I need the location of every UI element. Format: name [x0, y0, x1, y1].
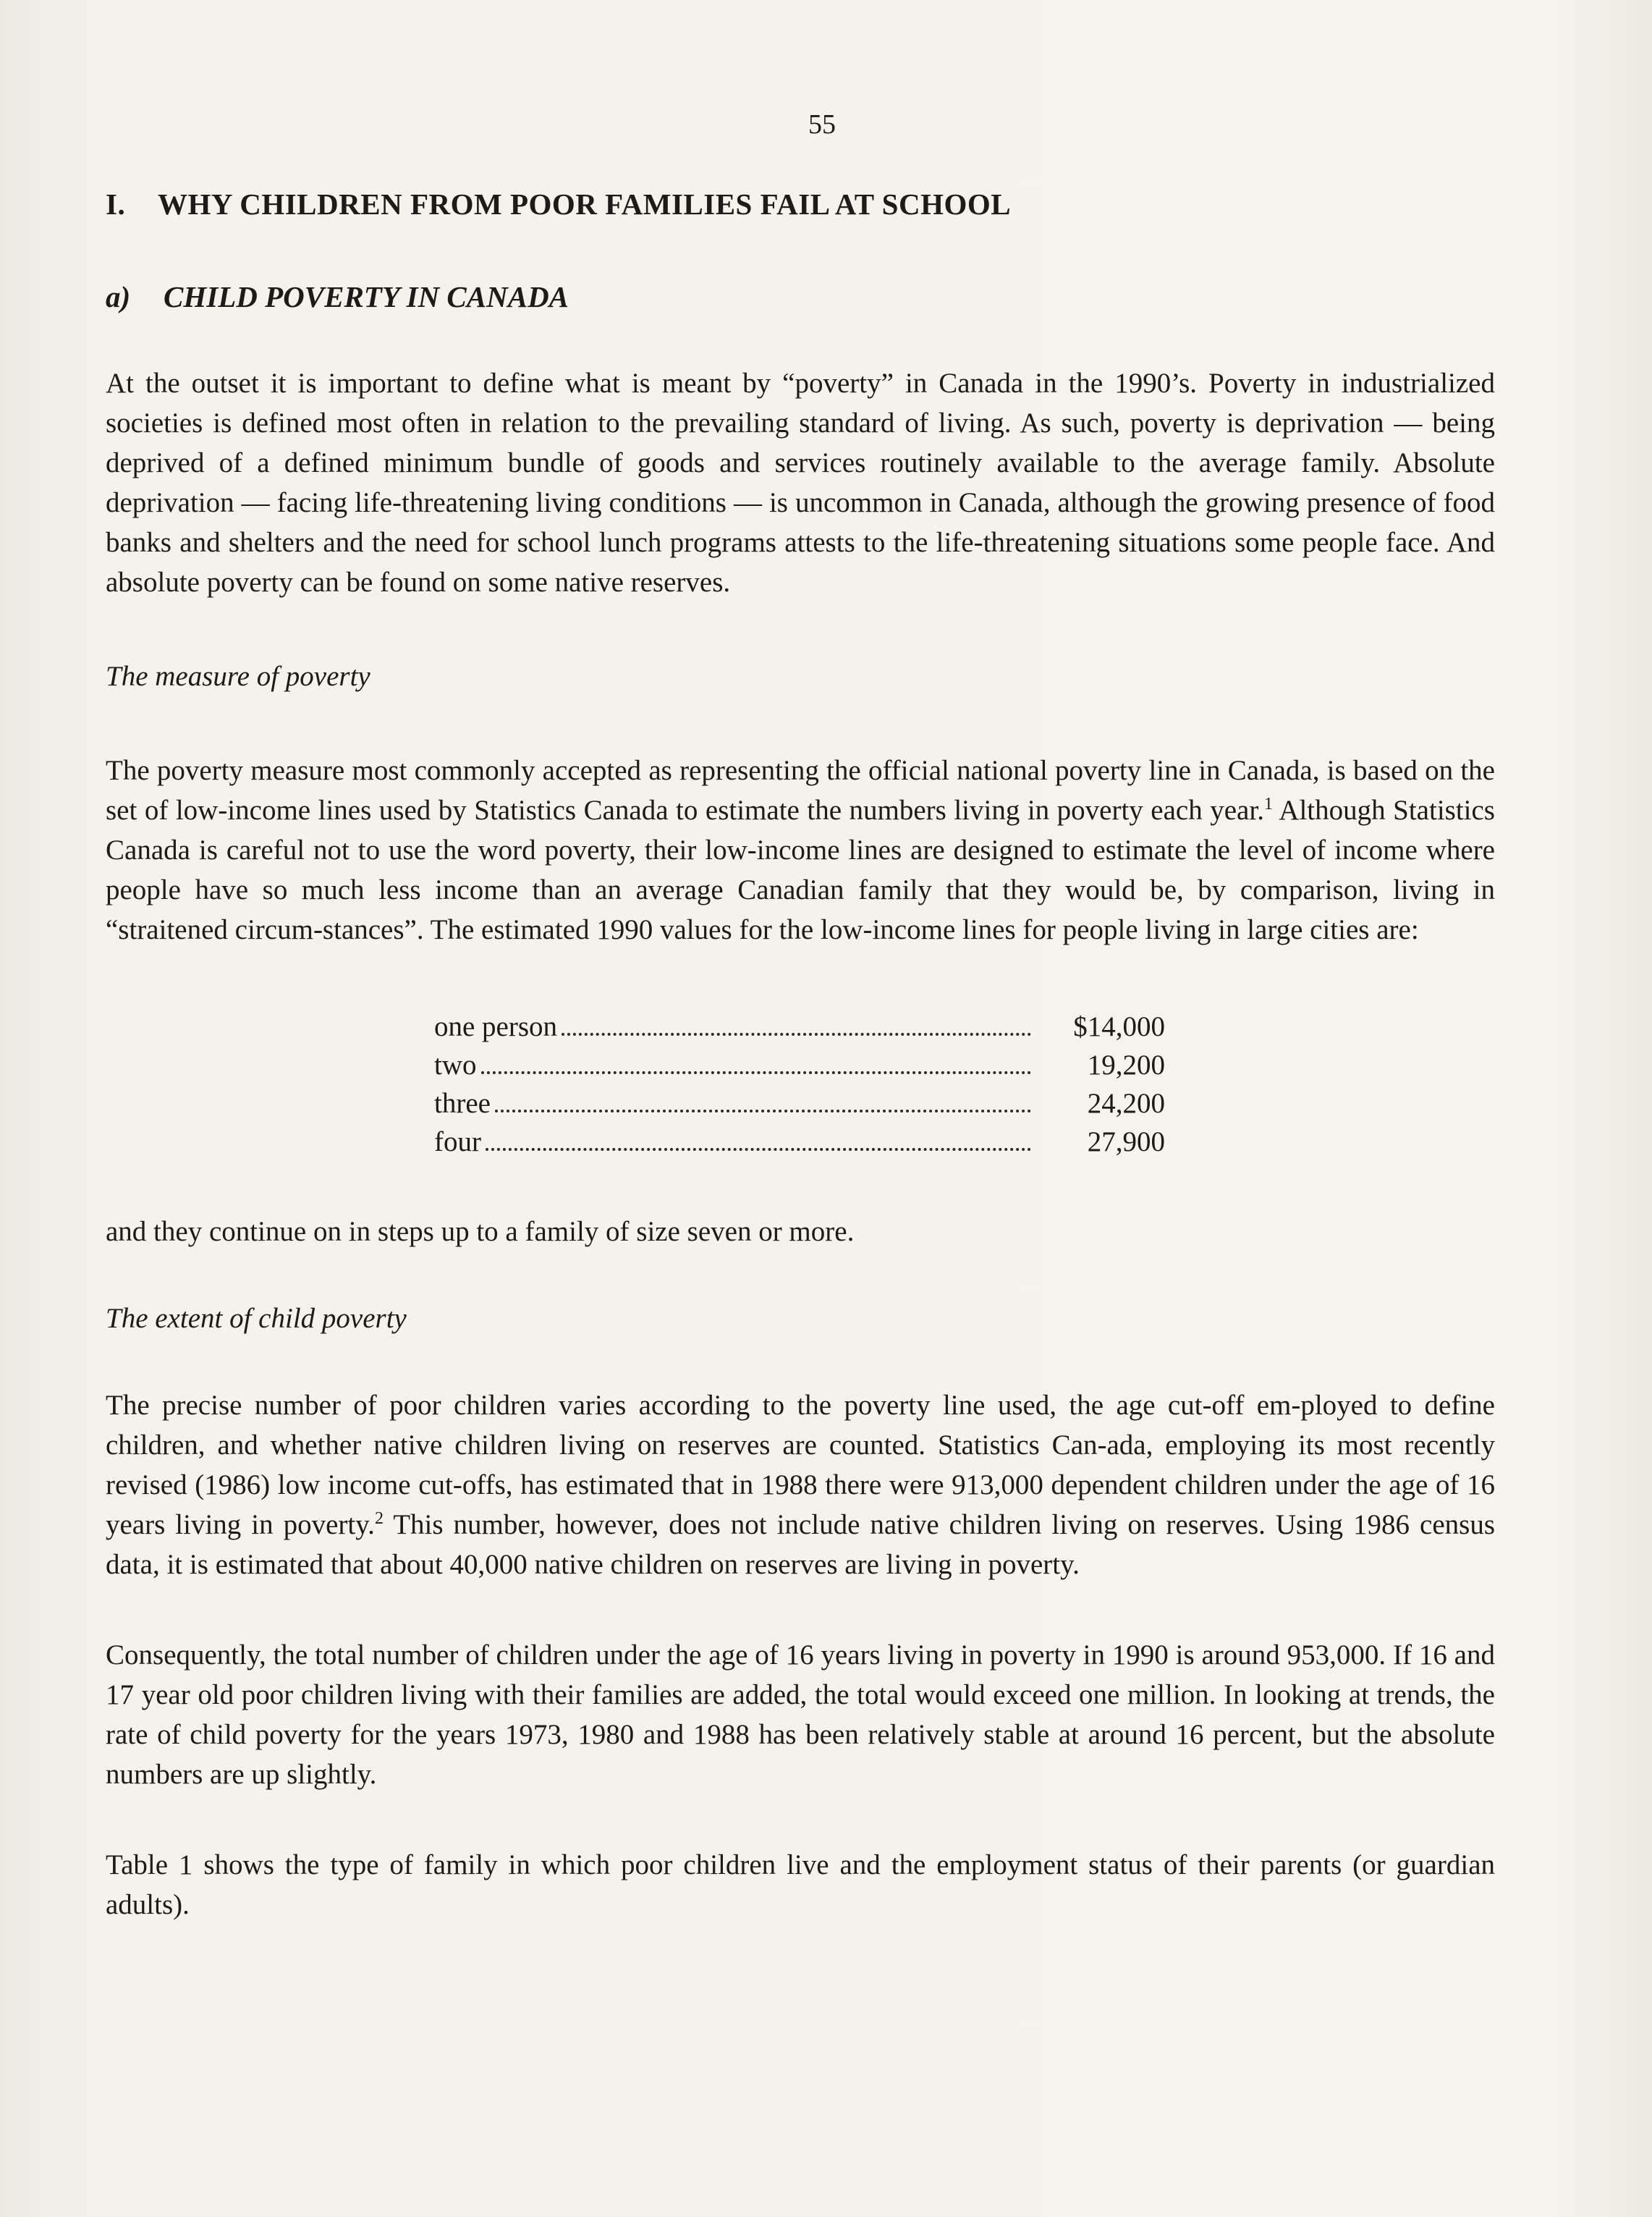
- table-reference-paragraph: Table 1 shows the type of family in which poor children live and the employment status of their parents (or guardian adults).: [106, 1849, 1495, 1920]
- measure-paragraph-text-a: The poverty measure most commonly accepted as representing the official national poverty line in Canada, is based on the set of low-income lines used by Statistics Canada to estimate the numbers living in poverty each year.: [106, 755, 1495, 826]
- section-title: WHY CHILDREN FROM POOR FAMILIES FAIL AT SCHOOL: [158, 187, 1012, 221]
- poverty-line-value: $14,000: [1073, 1011, 1165, 1042]
- poverty-line-label: one person: [434, 1011, 558, 1042]
- extent-of-child-poverty-heading: The extent of child poverty: [106, 1303, 407, 1334]
- poverty-line-value: 27,900: [1087, 1126, 1165, 1157]
- intro-paragraph: At the outset it is important to define what is meant by “poverty” in Canada in the 1990’s. Poverty in industrialized societies is defined most often in relation to the prevailing standard of living. As such, poverty is deprivation — being deprived of a defined minimum bundle of goods and services routinely available to the average family. Absolute deprivation — facing life-threatening living conditions — is uncommon in Canada, although the growing presence of food banks and shelters and the need for school lunch programs attests to the life-threatening situations some people face. And absolute poverty can be found on some native reserves.: [106, 368, 1495, 598]
- page-content: [106, 109, 1495, 1925]
- poverty-line-row: [434, 1046, 1165, 1084]
- dot-leader: [562, 1033, 1031, 1036]
- poverty-line-value: 24,200: [1087, 1088, 1165, 1119]
- dot-leader: [486, 1148, 1031, 1151]
- subsection-number: a): [106, 280, 131, 313]
- extent-paragraph-text-a: The precise number of poor children varies according to the poverty line used, the age cut-off em-ployed to define children, and whether native children living on reserves are counted. Statistics Can-ada, employing its most recently revised (1986) low income cut-offs, has estimated that in 1988 there were 913,000 dependent children under the age of 16 years living in poverty.: [106, 1390, 1495, 1540]
- poverty-line-value: 19,200: [1087, 1050, 1165, 1081]
- dot-leader: [495, 1110, 1031, 1112]
- poverty-lines-list: [434, 1008, 1165, 1161]
- subsection-heading: [106, 279, 1495, 314]
- extent-paragraph: [106, 1385, 1495, 1584]
- footnote-marker-1: 1: [1263, 795, 1273, 814]
- steps-paragraph: and they continue on in steps up to a family of size seven or more.: [106, 1216, 855, 1247]
- poverty-line-row: [434, 1084, 1165, 1123]
- consequently-paragraph: Consequently, the total number of children under the age of 16 years living in poverty in 1990 is around 953,000. If 16 and 17 year old poor children living with their families are added, the total would exceed one million. In looking at trends, the rate of child poverty for the years 1973, 1980 and 1988 has been relatively stable at around 16 percent, but the absolute numbers are up slightly.: [106, 1639, 1495, 1790]
- poverty-line-row: [434, 1008, 1165, 1046]
- poverty-line-label: two: [434, 1050, 477, 1081]
- section-heading: [106, 187, 1495, 221]
- extent-paragraph-text-b: This number, however, does not include native children living on reserves. Using 1986 census data, it is estimated that about 40,000 native children on reserves are living in poverty.: [106, 1509, 1495, 1580]
- poverty-line-row: [434, 1123, 1165, 1161]
- measure-paragraph: [106, 751, 1495, 950]
- section-number: I.: [106, 187, 126, 221]
- measure-paragraph-text-b: Although Statistics Canada is careful not to use the word poverty, their low-income lines are designed to estimate the level of income where people have so much less income than an average Canadian family that they would be, by comparison, living in “straitened circum-stances”. The estimated 1990 values for the low-income lines for people living in large cities are:: [106, 795, 1495, 945]
- poverty-line-label: four: [434, 1126, 481, 1157]
- subsection-title: CHILD POVERTY IN CANADA: [164, 280, 569, 313]
- dot-leader: [481, 1071, 1032, 1074]
- footnote-marker-2: 2: [374, 1509, 384, 1528]
- page-number: 55: [808, 109, 836, 140]
- poverty-line-label: three: [434, 1088, 491, 1119]
- measure-of-poverty-heading: The measure of poverty: [106, 661, 370, 692]
